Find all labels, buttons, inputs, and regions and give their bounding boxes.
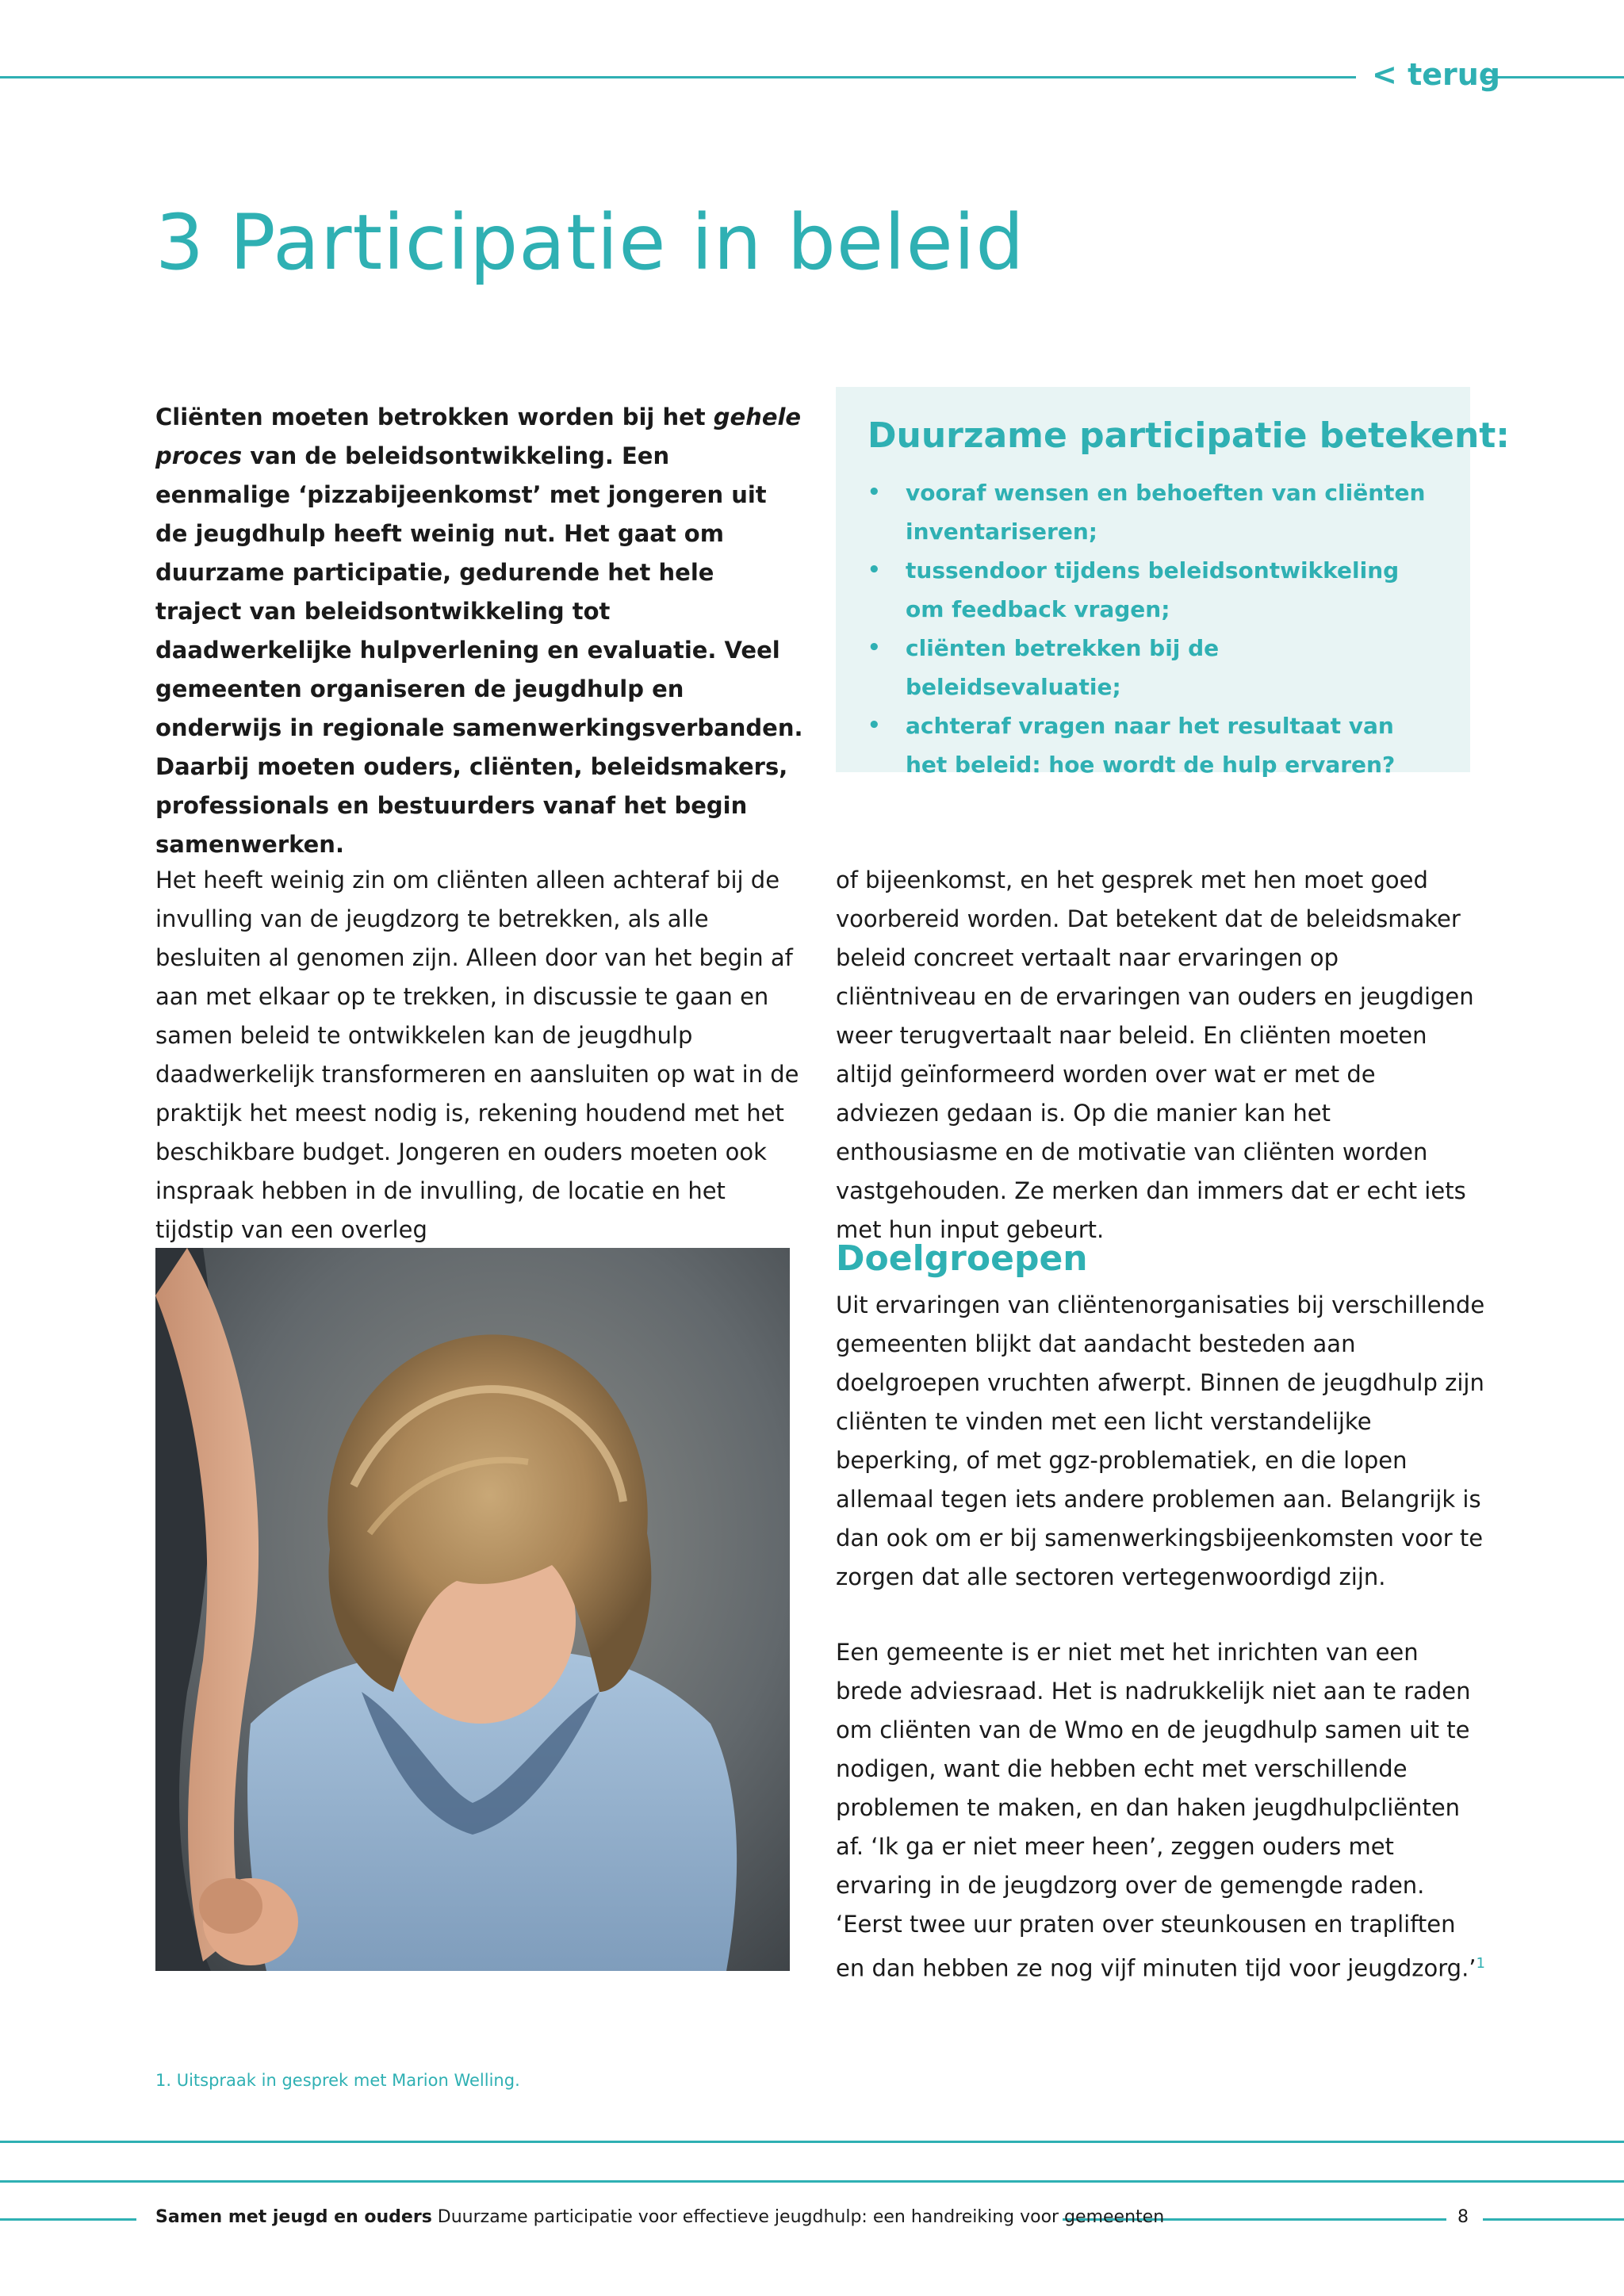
footer-rule-2: [0, 2180, 1624, 2183]
top-rule-right: [1483, 76, 1624, 78]
adviesraad-paragraph: [836, 1633, 1486, 1988]
photo-illustration: [155, 1248, 790, 1971]
footer-line-left: [0, 2218, 136, 2221]
footer-line-right: [1483, 2218, 1624, 2221]
list-item: • tussendoor tijdens beleidsontwikkeling om feedback vragen;: [868, 551, 1438, 629]
footer-rule: [0, 2141, 1624, 2143]
intro-emphasis: gehele proces: [155, 404, 802, 469]
adviesraad-text: Een gemeente is er niet met het inrichten van een brede adviesraad. Het is nadrukkelijk niet aan te raden om cliënten van de Wmo en de jeugdhulp samen uit te nodigen, want die hebben echt met verschillende problemen te maken, en dan haken jeugdhulpcliënten af. ‘Ik ga er niet meer heen’, zeggen ouders met ervaring in de jeugdzorg over de gemengde raden. ‘Eerst twee uur praten over steunkousen en trapliften en dan hebben ze nog vijf minuten tijd voor jeugdzorg.’: [836, 1639, 1477, 1982]
top-rule: [0, 76, 1356, 78]
footer-title-rest: Duurzame participatie voor effectieve jeugdhulp: een handreiking voor gemeenten: [431, 2207, 1165, 2227]
footer-title: [155, 2207, 1164, 2227]
list-item: • vooraf wensen en behoeften van cliënten inventariseren;: [868, 473, 1438, 551]
body-right-paragraph: of bijeenkomst, en het gesprek met hen moet goed voorbereid worden. Dat betekent dat de beleidsmaker beleid concreet vertaalt naar ervaringen op cliëntniveau en de ervaringen van ouders en jeugdigen weer terugvertaalt naar beleid. En cliënten moeten altijd geïnformeerd worden over wat er met de adviezen gedaan is. Op die manier kan het enthousiasme en de motivatie van cliënten worden vastgehouden. Ze merken dan immers dat er echt iets met hun input gebeurt.: [836, 867, 1474, 1243]
page-title: 3 Participatie in beleid: [155, 198, 1025, 287]
page-number: 8: [1457, 2207, 1469, 2227]
intro-text-2: van de beleidsontwikkeling. Een eenmalige ‘pizzabijeenkomst’ met jongeren uit de jeugdhulp heeft weinig nut. Het gaat om duurzame participatie, gedurende het hele traject van beleidsontwikkeling tot daadwerkelijke hulpverlening en evaluatie. Veel gemeenten organiseren de jeugdhulp en onderwijs in regionale samenwerkingsverbanden. Daarbij moeten ouders, cliënten, beleidsmakers, professionals en bestuurders vanaf het begin samenwerken.: [155, 442, 803, 858]
callout-title: Duurzame participatie betekent:: [868, 415, 1510, 456]
callout-box: [836, 387, 1510, 778]
footnote: 1. Uitspraak in gesprek met Marion Welling.: [155, 2071, 520, 2090]
intro-paragraph: [155, 398, 806, 864]
list-item: • achteraf vragen naar het resultaat van het beleid: hoe wordt de hulp ervaren?: [868, 706, 1438, 784]
footnote-reference[interactable]: 1: [1476, 1955, 1485, 1972]
callout-list: [868, 473, 1438, 784]
back-link[interactable]: < terug: [1372, 57, 1501, 92]
doelgroepen-paragraph: Uit ervaringen van cliëntenorganisaties bij verschillende gemeenten blijkt dat aandacht besteden aan doelgroepen vruchten afwerpt. Binnen de jeugdhulp zijn cliënten te vinden met een licht verstandelijke beperking, of met ggz-problematiek, en die lopen allemaal tegen iets andere problemen aan. Belangrijk is dan ook om er bij samenwerkingsbijeenkomsten voor te zorgen dat alle sectoren vertegenwoordigd zijn.: [836, 1292, 1485, 1590]
list-item: • cliënten betrekken bij de beleidsevaluatie;: [868, 629, 1438, 706]
child-photo: [155, 1248, 790, 1971]
body-left-paragraph: Het heeft weinig zin om cliënten alleen achteraf bij de invulling van de jeugdzorg te betrekken, als alle besluiten al genomen zijn. Alleen door van het begin af aan met elkaar op te trekken, in discussie te gaan en samen beleid te ontwikkelen kan de jeugdhulp daadwerkelijk transformeren en aansluiten op wat in de praktijk het meest nodig is, rekening houdend met het beschikbare budget. Jongeren en ouders moeten ook inspraak hebben in de invulling, de locatie en het tijdstip van een overleg: [155, 867, 799, 1243]
footer-title-bold: Samen met jeugd en ouders: [155, 2207, 432, 2227]
doelgroepen-heading: Doelgroepen: [836, 1238, 1088, 1279]
intro-text-1: Cliënten moeten betrokken worden bij het: [155, 404, 714, 430]
